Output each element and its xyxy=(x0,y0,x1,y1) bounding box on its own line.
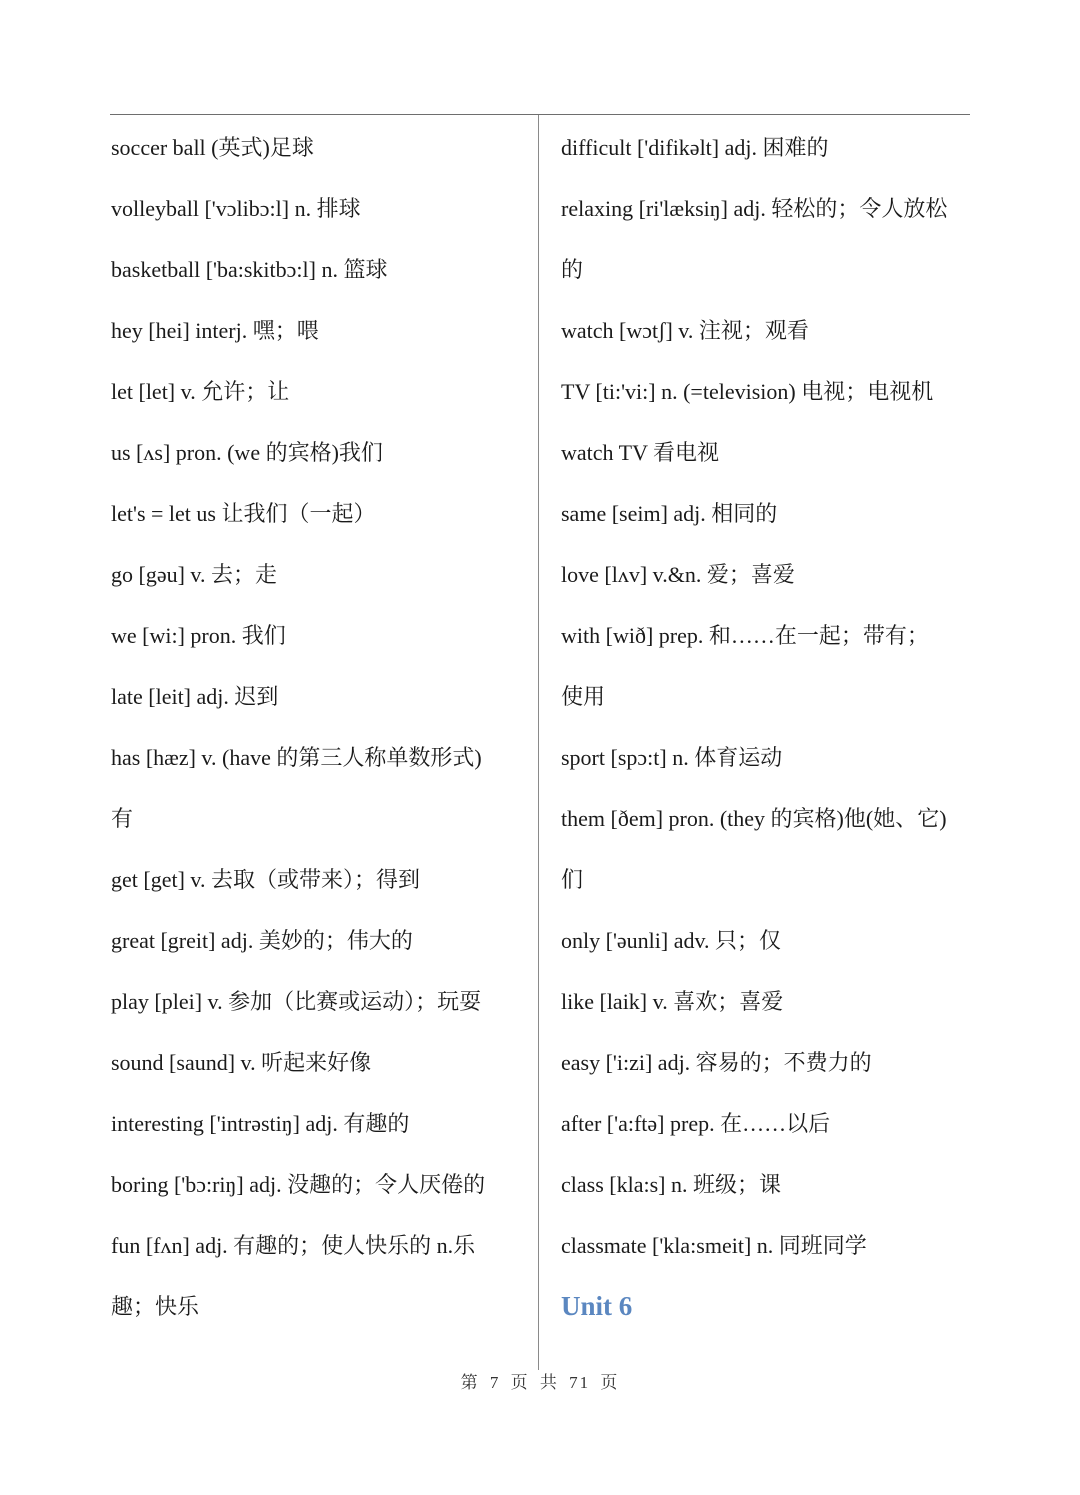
vocab-line: get [get] v. 去取（或带来）；得到 xyxy=(111,867,420,892)
vocab-line: difficult ['difikəlt] adj. 困难的 xyxy=(561,135,829,160)
vocab-line: easy ['i:zi] adj. 容易的；不费力的 xyxy=(561,1050,872,1075)
vocab-line-continuation: 们 xyxy=(561,867,584,892)
vocab-line: watch TV 看电视 xyxy=(561,440,720,465)
vocab-line: only ['əunli] adv. 只；仅 xyxy=(561,928,782,953)
column-divider xyxy=(538,115,539,1370)
vocab-line: volleyball ['vɔlibɔ:l] n. 排球 xyxy=(111,196,361,221)
vocab-line: sound [saund] v. 听起来好像 xyxy=(111,1050,372,1075)
vocab-line-continuation: 有 xyxy=(111,806,134,831)
vocab-line: relaxing [ri'læksiŋ] adj. 轻松的；令人放松 xyxy=(561,196,948,221)
vocab-line: great [greit] adj. 美妙的；伟大的 xyxy=(111,928,413,953)
vocabulary-column-left xyxy=(111,117,531,1337)
top-horizontal-rule xyxy=(110,114,970,115)
vocab-line: fun [fʌn] adj. 有趣的；使人快乐的 n.乐 xyxy=(111,1233,476,1258)
vocab-line: after ['a:ftə] prep. 在……以后 xyxy=(561,1111,831,1136)
vocab-line: has [hæz] v. (have 的第三人称单数形式) xyxy=(111,745,482,770)
vocab-line-continuation: 的 xyxy=(561,257,584,282)
vocab-line: go [gəu] v. 去；走 xyxy=(111,562,277,587)
vocab-line: them [ðem] pron. (they 的宾格)他(她、它) xyxy=(561,806,947,831)
vocab-line: watch [wɔtʃ] v. 注视；观看 xyxy=(561,318,809,343)
vocab-line: with [wið] prep. 和……在一起；带有； xyxy=(561,623,929,648)
vocab-line: late [leit] adj. 迟到 xyxy=(111,684,279,709)
vocab-line: soccer ball (英式)足球 xyxy=(111,135,314,160)
vocab-line: boring ['bɔ:riŋ] adj. 没趣的；令人厌倦的 xyxy=(111,1172,486,1197)
vocab-line: class [kla:s] n. 班级；课 xyxy=(561,1172,781,1197)
vocab-line-continuation: 趣；快乐 xyxy=(111,1294,200,1319)
vocab-line-continuation: 使用 xyxy=(561,684,606,709)
page-number-footer: 第 7 页 共 71 页 xyxy=(460,1373,620,1392)
vocab-line: classmate ['kla:smeit] n. 同班同学 xyxy=(561,1233,867,1258)
vocab-line: basketball ['ba:skitbɔ:l] n. 篮球 xyxy=(111,257,388,282)
vocab-line: same [seim] adj. 相同的 xyxy=(561,501,778,526)
vocab-line: hey [hei] interj. 嘿；喂 xyxy=(111,318,319,343)
vocab-line: love [lʌv] v.&n. 爱；喜爱 xyxy=(561,562,795,587)
vocab-line: let [let] v. 允许；让 xyxy=(111,379,290,404)
vocab-line: we [wi:] pron. 我们 xyxy=(111,623,286,648)
unit-heading: Unit 6 xyxy=(561,1291,633,1321)
vocab-line: sport [spɔ:t] n. 体育运动 xyxy=(561,745,783,770)
vocabulary-column-right xyxy=(561,117,976,1337)
vocab-line: us [ʌs] pron. (we 的宾格)我们 xyxy=(111,440,383,465)
vocab-line: interesting ['intrəstiŋ] adj. 有趣的 xyxy=(111,1111,410,1136)
vocab-line: TV [ti:'vi:] n. (=television) 电视；电视机 xyxy=(561,379,934,404)
vocab-line: like [laik] v. 喜欢；喜爱 xyxy=(561,989,784,1014)
vocab-line: let's = let us 让我们（一起） xyxy=(111,501,376,526)
vocab-line: play [plei] v. 参加（比赛或运动）；玩耍 xyxy=(111,989,482,1014)
